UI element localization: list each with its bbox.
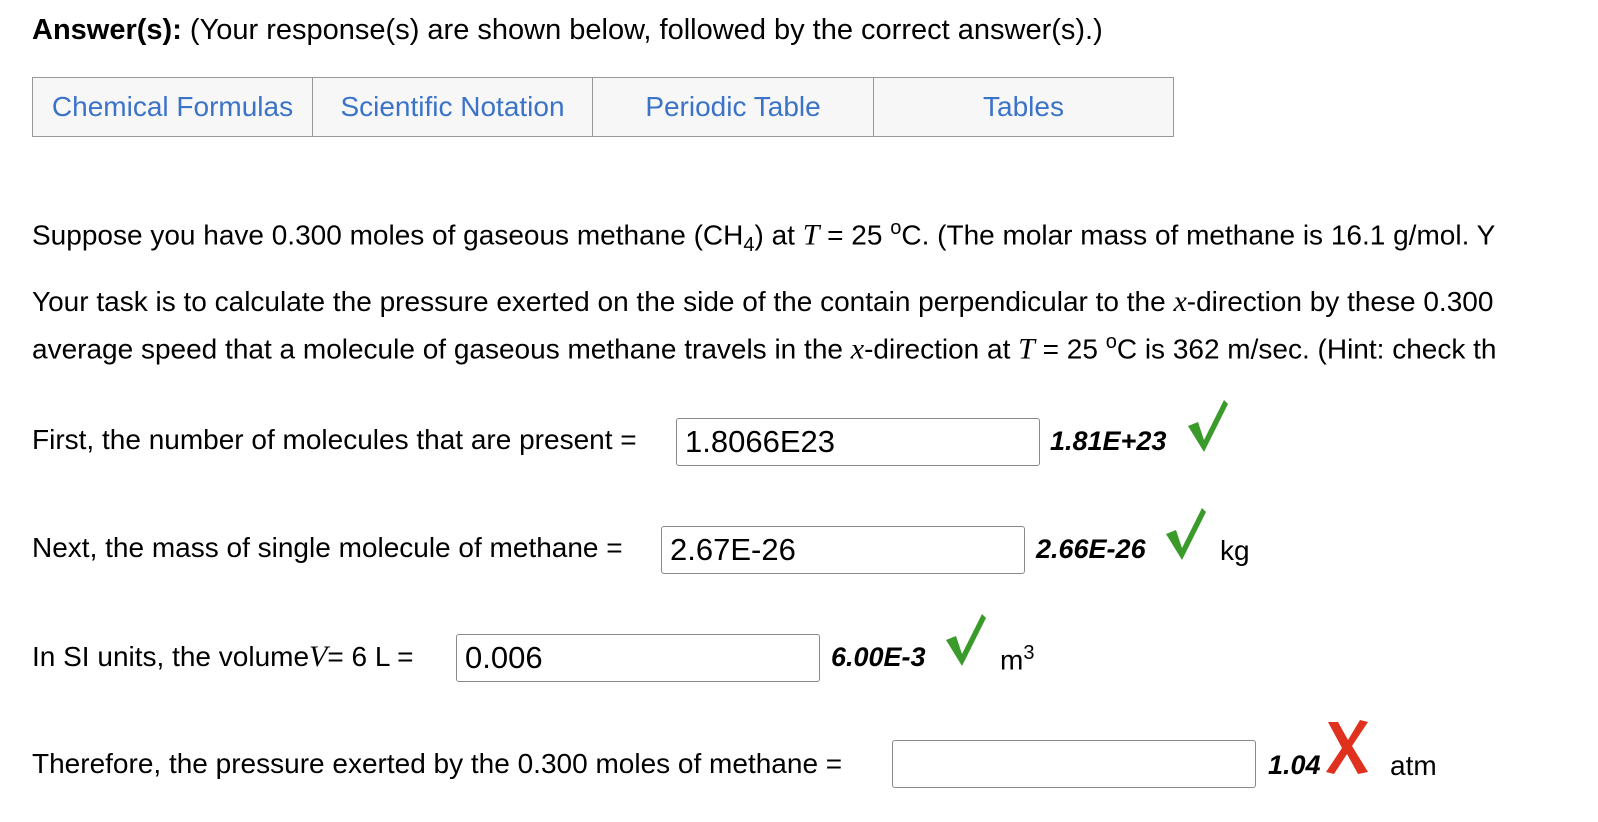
q2-correct-answer: 2.66E-26 (1036, 534, 1146, 564)
check-icon (1162, 504, 1210, 560)
q4-label: Therefore, the pressure exerted by the 0.300 moles of methane = (32, 748, 843, 779)
q3-correct-answer: 6.00E-3 (831, 642, 926, 672)
q3-answer-input[interactable] (456, 634, 820, 682)
tab-periodic-table[interactable]: Periodic Table (593, 78, 874, 136)
answers-header-text: (Your response(s) are shown below, followed by the correct answer(s).) (189, 14, 1103, 46)
check-icon (1184, 396, 1232, 452)
tab-chemical-formulas[interactable]: Chemical Formulas (33, 78, 313, 136)
q1-correct-answer: 1.81E+23 (1050, 426, 1167, 456)
q4-answer-input[interactable] (892, 740, 1256, 788)
q2-label: Next, the mass of single molecule of methane = (32, 532, 623, 563)
q1-answer-input[interactable] (676, 418, 1040, 466)
q1-label: First, the number of molecules that are present = (32, 424, 637, 455)
answers-header-label: Answer(s): (32, 14, 182, 46)
tab-scientific-notation[interactable]: Scientific Notation (313, 78, 593, 136)
problem-line-2: Your task is to calculate the pressure exerted on the side of the contain perpendicular to the x-direction by these 0.300 (32, 285, 1494, 318)
q2-unit: kg (1220, 535, 1250, 566)
problem-line-1: Suppose you have 0.300 moles of gaseous methane $(CH_4)$ at T = 25 $^o$C. (The molar mass of methane is 16.1 g/mol. Y (32, 217, 1496, 256)
q4-unit: atm (1390, 750, 1437, 781)
cross-icon (1322, 718, 1372, 774)
tab-tables[interactable]: Tables (983, 91, 1064, 122)
q3-unit: $m^3$ (1000, 642, 1035, 676)
q4-correct-answer: 1.04 (1268, 750, 1321, 780)
check-icon (942, 610, 990, 666)
q2-answer-input[interactable] (661, 526, 1025, 574)
q3-label: In SI units, the volume V = 6 L = (32, 640, 414, 673)
resource-tabs (32, 77, 1174, 137)
problem-line-3: average speed that a molecule of gaseous methane travels in the x-direction at T = 25 $^o$C is 362 m/sec. (Hint: check th (32, 331, 1497, 366)
answers-header (32, 12, 1103, 48)
